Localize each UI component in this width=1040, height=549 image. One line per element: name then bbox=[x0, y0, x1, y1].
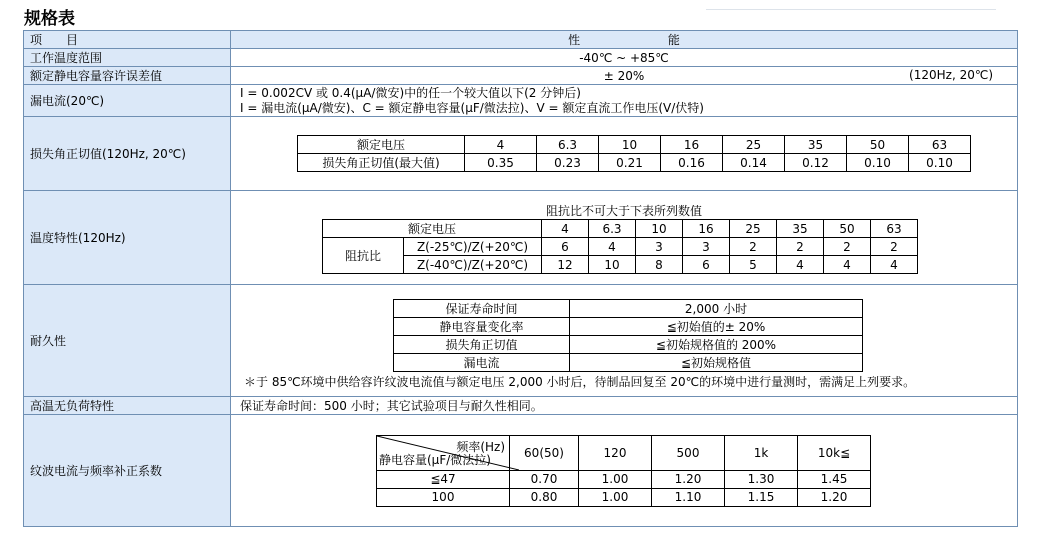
header-row bbox=[24, 31, 1018, 49]
tan-value-cell: 0.23 bbox=[537, 154, 599, 172]
label-temp-char: 温度特性(120Hz) bbox=[24, 191, 231, 285]
row-temp-char bbox=[24, 191, 1018, 285]
row-leakage bbox=[24, 85, 1018, 117]
endurance-item-name: 漏电流 bbox=[394, 354, 570, 372]
tc-ratio1-cell: 6 bbox=[542, 238, 589, 256]
row-cap-tolerance bbox=[24, 67, 1018, 85]
ripple-value-cell: 1.20 bbox=[652, 470, 725, 488]
ripple-table bbox=[376, 435, 871, 507]
label-leakage: 漏电流(20℃) bbox=[24, 85, 231, 117]
temp-char-table bbox=[322, 219, 918, 274]
tan-delta-table bbox=[297, 135, 971, 172]
tc-ratio1-cell: 2 bbox=[730, 238, 777, 256]
row-ripple bbox=[24, 415, 1018, 527]
ripple-value-cell: 0.80 bbox=[510, 488, 579, 506]
tan-value-cell: 0.14 bbox=[723, 154, 785, 172]
ripple-freq-cell: 1k bbox=[725, 435, 798, 470]
header-performance-b: 能 bbox=[667, 33, 680, 47]
tc-ratio1-cell: 2 bbox=[777, 238, 824, 256]
label-tan-delta: 损失角正切值(120Hz, 20℃) bbox=[24, 117, 231, 191]
tan-voltage-cell: 50 bbox=[847, 136, 909, 154]
ripple-value-cell: 1.10 bbox=[652, 488, 725, 506]
tan-voltage-cell: 25 bbox=[723, 136, 785, 154]
ripple-freq-cell: 10k≦ bbox=[798, 435, 871, 470]
row-shelf bbox=[24, 397, 1018, 415]
header-item: 项 目 bbox=[24, 31, 231, 49]
ripple-freq-cell: 120 bbox=[579, 435, 652, 470]
ripple-cap-cell: ≦47 bbox=[377, 470, 510, 488]
row-tan-delta bbox=[24, 117, 1018, 191]
value-endurance bbox=[231, 285, 1018, 397]
spec-table bbox=[23, 30, 1018, 527]
cap-tolerance-condition: (120Hz, 20℃) bbox=[909, 68, 993, 82]
tan-voltage-cell: 16 bbox=[661, 136, 723, 154]
tan-value-cell: 0.35 bbox=[465, 154, 537, 172]
tc-ratio2-cell: 4 bbox=[871, 256, 918, 274]
label-shelf: 高温无负荷特性 bbox=[24, 397, 231, 415]
ripple-cap-cell: 100 bbox=[377, 488, 510, 506]
tc-voltage-cell: 4 bbox=[542, 220, 589, 238]
tan-value-cell: 0.10 bbox=[909, 154, 971, 172]
tc-ratio1-cell: 3 bbox=[636, 238, 683, 256]
tc-ratio2-cell: 6 bbox=[683, 256, 730, 274]
label-cap-tolerance: 额定静电容量容许误差值 bbox=[24, 67, 231, 85]
value-leakage bbox=[231, 85, 1018, 117]
leakage-line-2: I = 漏电流(μA/微安)、C = 额定静电容量(μF/微法拉)、V = 额定直流工作电压(V/伏特) bbox=[240, 100, 704, 115]
tc-voltage-cell: 6.3 bbox=[589, 220, 636, 238]
tc-voltage-cell: 25 bbox=[730, 220, 777, 238]
value-shelf: 保证寿命时间：500 小时；其它试验项目与耐久性相同。 bbox=[231, 397, 1018, 415]
value-cap-tolerance-cell bbox=[231, 67, 1018, 85]
ripple-value-cell: 1.15 bbox=[725, 488, 798, 506]
tc-voltage-cell: 50 bbox=[824, 220, 871, 238]
tc-ratio2-cell: 5 bbox=[730, 256, 777, 274]
label-endurance: 耐久性 bbox=[24, 285, 231, 397]
tc-voltage-cell: 63 bbox=[871, 220, 918, 238]
page-title: 规格表 bbox=[24, 9, 75, 29]
tan-voltage-cell: 10 bbox=[599, 136, 661, 154]
tan-value-cell: 0.16 bbox=[661, 154, 723, 172]
endurance-item-value: ≦初始值的± 20% bbox=[570, 318, 863, 336]
ripple-freq-cell: 500 bbox=[652, 435, 725, 470]
tan-value-label: 损失角正切值(最大值) bbox=[298, 154, 465, 172]
tc-voltage-cell: 16 bbox=[683, 220, 730, 238]
ripple-value-cell: 1.00 bbox=[579, 488, 652, 506]
value-cap-tolerance: ± 20% bbox=[603, 68, 645, 83]
tc-ratio1-cell: 2 bbox=[824, 238, 871, 256]
corner-cap-label: 静电容量(μF/微法拉) bbox=[379, 452, 491, 467]
endurance-item-name: 保证寿命时间 bbox=[394, 300, 570, 318]
tc-ratio2-cell: 4 bbox=[777, 256, 824, 274]
tc-ratio2-cell: 12 bbox=[542, 256, 589, 274]
endurance-item-value: 2,000 小时 bbox=[570, 300, 863, 318]
ripple-corner bbox=[377, 435, 510, 470]
tc-voltage-cell: 35 bbox=[777, 220, 824, 238]
tc-ratio1-label: Z(-25℃)/Z(+20℃) bbox=[404, 238, 542, 256]
tc-ratio2-cell: 10 bbox=[589, 256, 636, 274]
ripple-value-cell: 0.70 bbox=[510, 470, 579, 488]
tc-ratio1-cell: 2 bbox=[871, 238, 918, 256]
tc-ratio2-cell: 4 bbox=[824, 256, 871, 274]
tan-value-cell: 0.21 bbox=[599, 154, 661, 172]
header-rule bbox=[706, 0, 996, 10]
endurance-table bbox=[393, 299, 863, 372]
ripple-value-cell: 1.20 bbox=[798, 488, 871, 506]
tan-value-cell: 0.10 bbox=[847, 154, 909, 172]
label-temp-range: 工作温度范围 bbox=[24, 49, 231, 67]
value-temp-range: -40℃ ~ +85℃ bbox=[231, 49, 1018, 67]
tc-ratio2-cell: 8 bbox=[636, 256, 683, 274]
tc-ratio2-label: Z(-40℃)/Z(+20℃) bbox=[404, 256, 542, 274]
tan-voltage-label: 额定电压 bbox=[298, 136, 465, 154]
label-ripple: 纹波电流与频率补正系数 bbox=[24, 415, 231, 527]
row-endurance bbox=[24, 285, 1018, 397]
endurance-note: ＊于 85℃环境中供给容许纹波电流值与额定电压 2,000 小时后，待制品回复至 20℃的环境中进行量测时，需满足上列要求。 bbox=[244, 375, 916, 389]
tc-voltage-label: 额定电压 bbox=[323, 220, 542, 238]
temp-char-caption: 阻抗比不可大于下表所列数值 bbox=[545, 204, 702, 218]
corner-freq-label: 频率(Hz) bbox=[456, 439, 505, 454]
endurance-item-name: 静电容量变化率 bbox=[394, 318, 570, 336]
tc-ratio1-cell: 4 bbox=[589, 238, 636, 256]
value-tan-delta bbox=[231, 117, 1018, 191]
tan-voltage-cell: 35 bbox=[785, 136, 847, 154]
tan-voltage-cell: 6.3 bbox=[537, 136, 599, 154]
tc-ratio-label: 阻抗比 bbox=[323, 238, 404, 274]
tc-ratio1-cell: 3 bbox=[683, 238, 730, 256]
leakage-line-1: I = 0.002CV 或 0.4(μA/微安)中的任一个较大值以下(2 分钟后) bbox=[240, 85, 581, 100]
value-ripple bbox=[231, 415, 1018, 527]
ripple-freq-cell: 60(50) bbox=[510, 435, 579, 470]
ripple-value-cell: 1.45 bbox=[798, 470, 871, 488]
ripple-value-cell: 1.30 bbox=[725, 470, 798, 488]
tan-voltage-cell: 4 bbox=[465, 136, 537, 154]
tan-voltage-cell: 63 bbox=[909, 136, 971, 154]
tc-voltage-cell: 10 bbox=[636, 220, 683, 238]
tan-value-cell: 0.12 bbox=[785, 154, 847, 172]
endurance-item-value: ≦初始规格值 bbox=[570, 354, 863, 372]
endurance-item-name: 损失角正切值 bbox=[394, 336, 570, 354]
endurance-item-value: ≦初始规格值的 200% bbox=[570, 336, 863, 354]
ripple-value-cell: 1.00 bbox=[579, 470, 652, 488]
header-performance bbox=[231, 31, 1018, 49]
row-temp-range bbox=[24, 49, 1018, 67]
value-temp-char bbox=[231, 191, 1018, 285]
header-performance-a: 性 bbox=[568, 33, 581, 47]
